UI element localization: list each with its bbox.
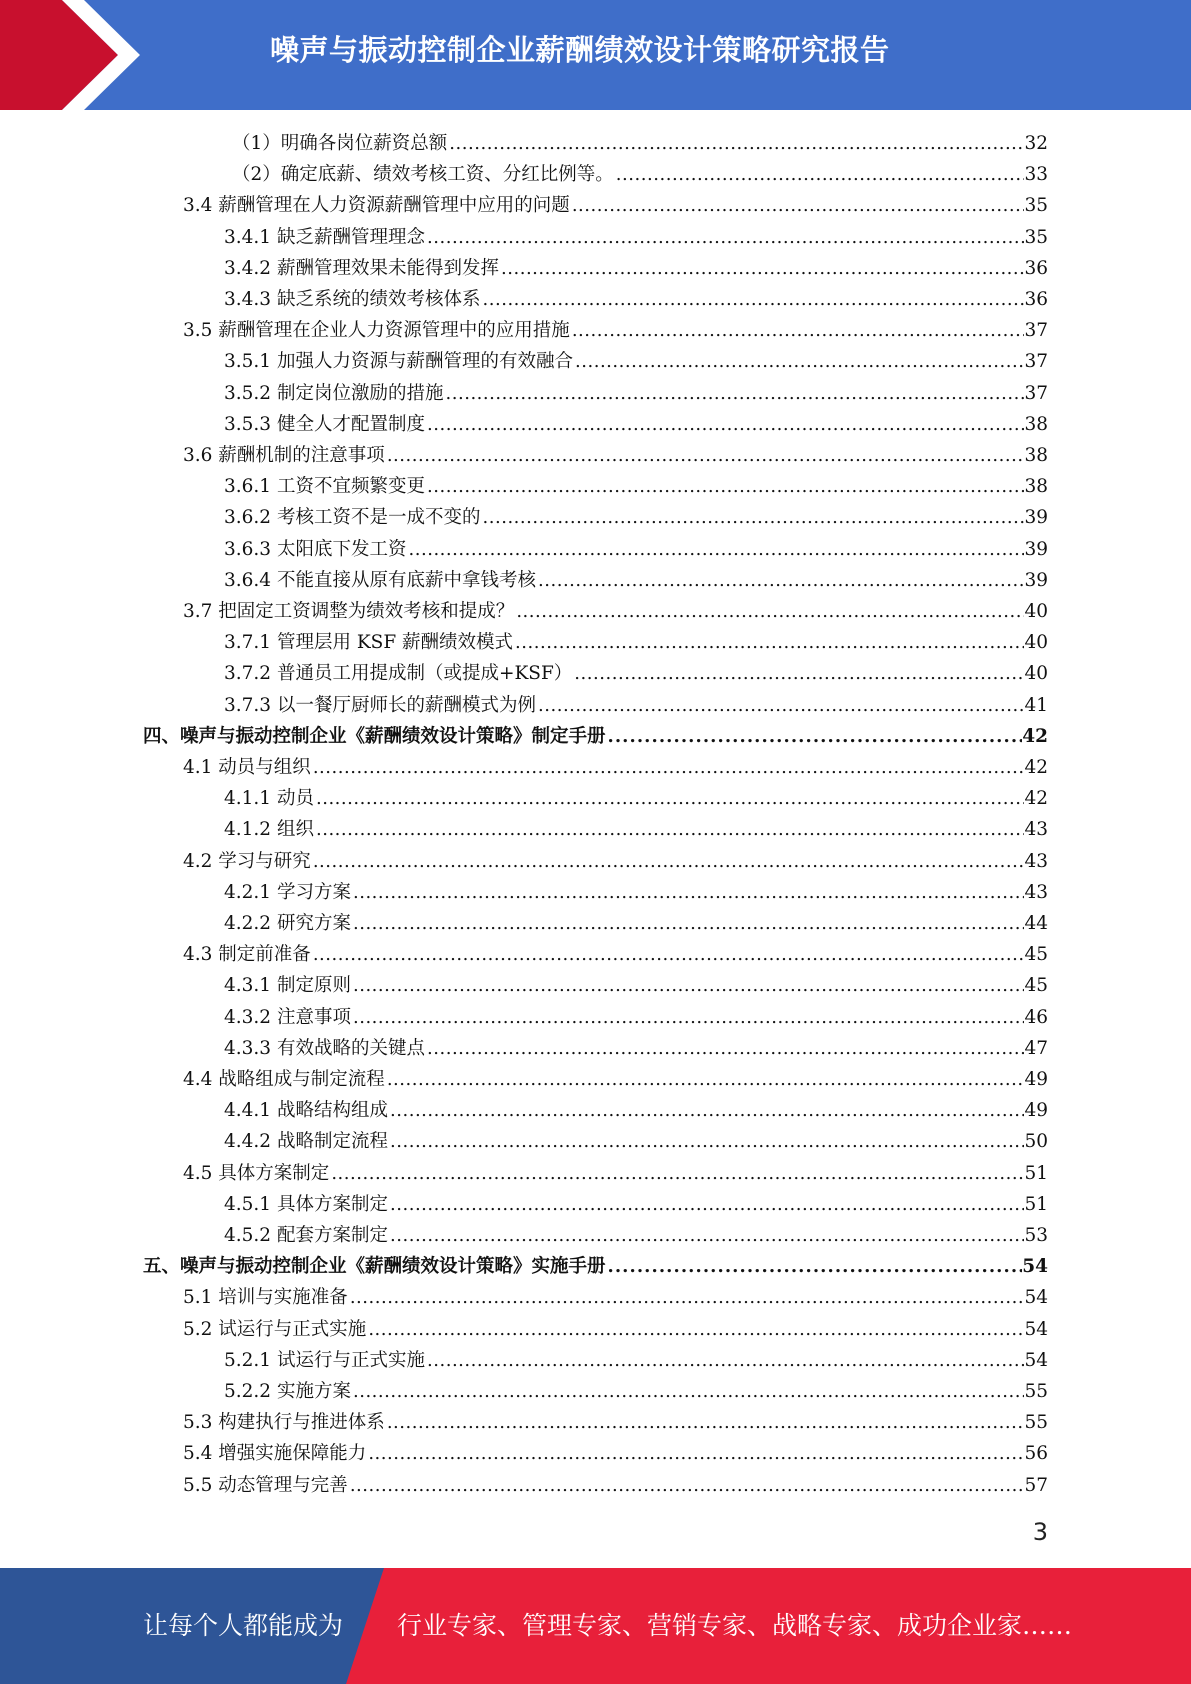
toc-entry-page: 35 (1024, 222, 1048, 253)
toc-entry-page: 39 (1024, 534, 1048, 565)
toc-entry-page: 39 (1024, 502, 1048, 533)
toc-entry-label: 4.2.1 学习方案 (224, 877, 351, 908)
toc-entry-label: 5.1 培训与实施准备 (183, 1282, 348, 1313)
toc-entry-page: 51 (1024, 1158, 1048, 1189)
toc-entry-label: 5.2.2 实施方案 (224, 1376, 351, 1407)
toc-entry[interactable] (183, 1314, 1048, 1345)
toc-entry-page: 38 (1024, 471, 1048, 502)
toc-entry-page: 42 (1024, 752, 1048, 783)
toc-entry-label: 4.3.1 制定原则 (224, 970, 351, 1001)
toc-entry-label: 5.5 动态管理与完善 (183, 1470, 348, 1501)
toc-entry-page: 40 (1024, 596, 1048, 627)
toc-entry-label: 3.4 薪酬管理在人力资源薪酬管理中应用的问题 (183, 190, 570, 221)
toc-leader-dots (351, 1376, 1025, 1407)
toc-entry-label: 4.5.1 具体方案制定 (224, 1189, 388, 1220)
toc-leader-dots (385, 1064, 1025, 1095)
toc-entry[interactable] (224, 970, 1048, 1001)
toc-leader-dots (606, 1251, 1023, 1282)
toc-entry[interactable] (224, 471, 1048, 502)
toc-leader-dots (480, 284, 1024, 315)
toc-entry-page: 33 (1024, 159, 1048, 190)
toc-leader-dots (606, 721, 1023, 752)
toc-entry[interactable] (224, 908, 1048, 939)
toc-entry-page: 54 (1024, 1282, 1048, 1313)
toc-entry-label: 5.2.1 试运行与正式实施 (224, 1345, 425, 1376)
toc-leader-dots (314, 814, 1025, 845)
toc-leader-dots (514, 596, 1024, 627)
toc-entry[interactable] (224, 565, 1048, 596)
toc-leader-dots (425, 1345, 1024, 1376)
toc-entry-page: 36 (1024, 284, 1048, 315)
toc-entry-label: 3.7.3 以一餐厅厨师长的薪酬模式为例 (224, 690, 536, 721)
toc-entry-label: 3.5.1 加强人力资源与薪酬管理的有效融合 (224, 346, 573, 377)
toc-entry-page: 43 (1024, 846, 1048, 877)
toc-leader-dots (351, 1002, 1025, 1033)
toc-entry[interactable] (224, 378, 1048, 409)
toc-entry-label: 3.6 薪酬机制的注意事项 (183, 440, 385, 471)
toc-entry-page: 38 (1024, 440, 1048, 471)
toc-entry-label: 3.4.3 缺乏系统的绩效考核体系 (224, 284, 480, 315)
toc-leader-dots (513, 627, 1024, 658)
toc-entry-label: 3.5 薪酬管理在企业人力资源管理中的应用措施 (183, 315, 570, 346)
toc-entry-page: 49 (1024, 1095, 1048, 1126)
toc-leader-dots (314, 783, 1025, 814)
toc-entry[interactable] (143, 721, 1048, 752)
toc-entry[interactable] (183, 190, 1048, 221)
toc-entry-label: 5.4 增强实施保障能力 (183, 1438, 366, 1469)
toc-leader-dots (388, 1095, 1024, 1126)
toc-leader-dots (570, 315, 1025, 346)
toc-leader-dots (348, 1470, 1025, 1501)
toc-entry-page: 45 (1024, 939, 1048, 970)
toc-entry-label: 3.7.2 普通员工用提成制（或提成+KSF） (224, 658, 572, 689)
toc-leader-dots (385, 440, 1025, 471)
toc-entry[interactable] (224, 284, 1048, 315)
toc-entry-label: 4.2.2 研究方案 (224, 908, 351, 939)
toc-entry-label: 4.1.2 组织 (224, 814, 314, 845)
toc-leader-dots (388, 1126, 1024, 1157)
toc-entry-label: 3.6.4 不能直接从原有底薪中拿钱考核 (224, 565, 536, 596)
toc-entry[interactable] (183, 1407, 1048, 1438)
toc-entry[interactable] (224, 534, 1048, 565)
toc-entry[interactable] (224, 253, 1048, 284)
toc-entry-page: 54 (1024, 1345, 1048, 1376)
toc-entry[interactable] (143, 1251, 1048, 1282)
toc-entry[interactable] (224, 627, 1048, 658)
toc-entry[interactable] (224, 346, 1048, 377)
toc-entry-label: 4.4.1 战略结构组成 (224, 1095, 388, 1126)
toc-entry-label: 4.4 战略组成与制定流程 (183, 1064, 385, 1095)
toc-leader-dots (536, 690, 1024, 721)
toc-entry-label: 3.4.1 缺乏薪酬管理理念 (224, 222, 425, 253)
toc-entry-page: 47 (1024, 1033, 1048, 1064)
toc-entry[interactable] (183, 1282, 1048, 1313)
toc-entry-label: 4.3 制定前准备 (183, 939, 311, 970)
page-header (0, 0, 1191, 110)
toc-entry[interactable] (232, 159, 1048, 190)
toc-entry-page: 44 (1024, 908, 1048, 939)
toc-entry[interactable] (183, 315, 1048, 346)
toc-entry-page: 55 (1024, 1376, 1048, 1407)
toc-leader-dots (572, 658, 1024, 689)
toc-leader-dots (311, 846, 1025, 877)
toc-entry-page: 41 (1024, 690, 1048, 721)
toc-leader-dots (351, 970, 1025, 1001)
toc-entry[interactable] (224, 1002, 1048, 1033)
toc-entry[interactable] (183, 440, 1048, 471)
toc-entry-label: 3.7.1 管理层用 KSF 薪酬绩效模式 (224, 627, 513, 658)
toc-leader-dots (406, 534, 1024, 565)
toc-entry-label: 4.1 动员与组织 (183, 752, 311, 783)
page-number: 3 (1032, 1518, 1048, 1546)
toc-entry-label: 3.5.3 健全人才配置制度 (224, 409, 425, 440)
toc-entry[interactable] (224, 1126, 1048, 1157)
toc-entry[interactable] (224, 1095, 1048, 1126)
toc-entry-page: 39 (1024, 565, 1048, 596)
toc-entry[interactable] (224, 814, 1048, 845)
toc-entry-page: 54 (1024, 1314, 1048, 1345)
toc-leader-dots (570, 190, 1025, 221)
toc-entry-label: 3.5.2 制定岗位激励的措施 (224, 378, 443, 409)
toc-entry-page: 32 (1024, 128, 1048, 159)
toc-entry-page: 46 (1024, 1002, 1048, 1033)
toc-entry-page: 37 (1024, 315, 1048, 346)
toc-entry-page: 42 (1022, 721, 1048, 752)
toc-entry[interactable] (183, 939, 1048, 970)
toc-entry-page: 40 (1024, 627, 1048, 658)
header-chevron-icon (0, 0, 160, 110)
toc-entry-page: 45 (1024, 970, 1048, 1001)
toc-leader-dots (351, 877, 1025, 908)
toc-entry-label: 4.3.2 注意事项 (224, 1002, 351, 1033)
toc-entry-label: 5.2 试运行与正式实施 (183, 1314, 366, 1345)
toc-entry-label: 4.4.2 战略制定流程 (224, 1126, 388, 1157)
toc-entry-label: （2）确定底薪、绩效考核工资、分红比例等。 (232, 159, 614, 190)
toc-entry[interactable] (224, 783, 1048, 814)
toc-entry[interactable] (224, 502, 1048, 533)
toc-leader-dots (348, 1282, 1025, 1313)
toc-entry[interactable] (224, 1345, 1048, 1376)
toc-entry[interactable] (224, 409, 1048, 440)
toc-leader-dots (329, 1158, 1024, 1189)
toc-entry-page: 35 (1024, 190, 1048, 221)
toc-entry-label: 4.5 具体方案制定 (183, 1158, 329, 1189)
document-title: 噪声与振动控制企业薪酬绩效设计策略研究报告 (270, 33, 890, 67)
toc-entry-page: 54 (1022, 1251, 1048, 1282)
toc-entry[interactable] (224, 690, 1048, 721)
footer-slogan-left: 让每个人都能成为 (143, 1611, 344, 1640)
toc-entry[interactable] (183, 1158, 1048, 1189)
toc-entry-page: 40 (1024, 658, 1048, 689)
toc-entry-page: 38 (1024, 409, 1048, 440)
toc-entry[interactable] (224, 1033, 1048, 1064)
toc-leader-dots (366, 1314, 1024, 1345)
toc-leader-dots (425, 1033, 1024, 1064)
toc-entry-label: 4.3.3 有效战略的关键点 (224, 1033, 425, 1064)
toc-leader-dots (480, 502, 1024, 533)
toc-entry-label: 3.6.2 考核工资不是一成不变的 (224, 502, 480, 533)
toc-leader-dots (311, 939, 1025, 970)
footer-slogan-right: 行业专家、管理专家、营销专家、战略专家、成功企业家…… (397, 1611, 1073, 1640)
toc-entry-label: 5.3 构建执行与推进体系 (183, 1407, 385, 1438)
toc-entry-page: 53 (1024, 1220, 1048, 1251)
toc-entry[interactable] (183, 1438, 1048, 1469)
toc-leader-dots (385, 1407, 1025, 1438)
toc-entry-page: 55 (1024, 1407, 1048, 1438)
toc-entry-page: 56 (1024, 1438, 1048, 1469)
toc-entry[interactable] (183, 1470, 1048, 1501)
toc-entry-page: 43 (1024, 877, 1048, 908)
toc-entry-label: 3.7 把固定工资调整为绩效考核和提成？ (183, 596, 514, 627)
toc-entry-label: 4.1.1 动员 (224, 783, 314, 814)
toc-entry-page: 50 (1024, 1126, 1048, 1157)
toc-entry-label: 4.2 学习与研究 (183, 846, 311, 877)
toc-entry-page: 57 (1024, 1470, 1048, 1501)
toc-entry-label: 4.5.2 配套方案制定 (224, 1220, 388, 1251)
toc-entry-page: 36 (1024, 253, 1048, 284)
toc-leader-dots (447, 128, 1024, 159)
toc-entry-label: 3.6.3 太阳底下发工资 (224, 534, 406, 565)
page-footer (0, 1568, 1191, 1684)
toc-entry-page: 42 (1024, 783, 1048, 814)
toc-entry[interactable] (224, 1220, 1048, 1251)
toc-entry-label: 3.6.1 工资不宜频繁变更 (224, 471, 425, 502)
toc-entry-page: 49 (1024, 1064, 1048, 1095)
toc-entry[interactable] (183, 846, 1048, 877)
toc-leader-dots (366, 1438, 1024, 1469)
toc-entry[interactable] (232, 128, 1048, 159)
toc-entry[interactable] (224, 222, 1048, 253)
toc-leader-dots (499, 253, 1024, 284)
toc-leader-dots (614, 159, 1025, 190)
toc-entry-page: 37 (1024, 346, 1048, 377)
toc-entry-label: 四、噪声与振动控制企业《薪酬绩效设计策略》制定手册 (143, 721, 606, 752)
toc-entry-page: 37 (1024, 378, 1048, 409)
toc-entry[interactable] (224, 1189, 1048, 1220)
toc-entry[interactable] (183, 1064, 1048, 1095)
toc-leader-dots (311, 752, 1025, 783)
toc-entry[interactable] (224, 658, 1048, 689)
toc-leader-dots (425, 222, 1024, 253)
toc-leader-dots (536, 565, 1024, 596)
toc-entry-label: 3.4.2 薪酬管理效果未能得到发挥 (224, 253, 499, 284)
toc-entry-page: 43 (1024, 814, 1048, 845)
toc-leader-dots (388, 1189, 1024, 1220)
toc-entry[interactable] (224, 877, 1048, 908)
toc-leader-dots (388, 1220, 1024, 1251)
toc-leader-dots (425, 409, 1024, 440)
toc-entry[interactable] (183, 596, 1048, 627)
toc-entry-label: （1）明确各岗位薪资总额 (232, 128, 447, 159)
toc-entry[interactable] (224, 1376, 1048, 1407)
toc-leader-dots (425, 471, 1024, 502)
toc-leader-dots (443, 378, 1024, 409)
toc-entry-label: 五、噪声与振动控制企业《薪酬绩效设计策略》实施手册 (143, 1251, 606, 1282)
toc-entry-page: 51 (1024, 1189, 1048, 1220)
toc-leader-dots (573, 346, 1024, 377)
toc-entry[interactable] (183, 752, 1048, 783)
toc-leader-dots (351, 908, 1025, 939)
